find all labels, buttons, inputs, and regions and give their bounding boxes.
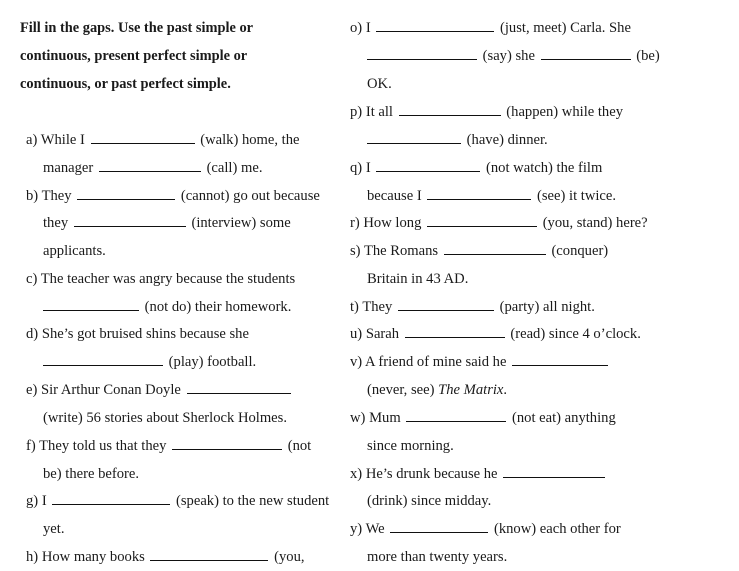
instructions-line-3: continuous, or past perfect simple.: [20, 76, 231, 92]
item-u-line-1: u) Sarah (read) since 4 o’clock.: [350, 326, 641, 342]
item-x-line-2: (drink) since midday.: [367, 493, 492, 509]
gap-input[interactable]: [172, 437, 282, 450]
item-y-line-2: more than twenty years.: [367, 549, 508, 565]
item-s-line-2: Britain in 43 AD.: [367, 271, 469, 287]
instructions-line-1: Fill in the gaps. Use the past simple or: [20, 20, 254, 36]
gap-input[interactable]: [503, 465, 605, 478]
item-letter: o): [350, 20, 363, 36]
gap-input[interactable]: [390, 520, 488, 533]
gap-input[interactable]: [367, 131, 461, 144]
item-letter: f): [26, 438, 36, 454]
gap-input[interactable]: [187, 381, 291, 394]
item-s-line-1: s) The Romans (conquer): [350, 243, 609, 259]
item-o-line-1: o) I (just, meet) Carla. She: [350, 20, 631, 36]
item-letter: r): [350, 215, 360, 231]
item-letter: s): [350, 243, 361, 259]
item-v-line-2: (never, see) The Matrix.: [367, 382, 508, 398]
gap-input[interactable]: [74, 214, 186, 227]
gap-input[interactable]: [376, 159, 480, 172]
item-w-line-2: since morning.: [367, 438, 454, 454]
item-letter: t): [350, 299, 359, 315]
item-letter: b): [26, 188, 39, 204]
instructions-line-2: continuous, present perfect simple or: [20, 48, 248, 64]
item-b-line-1: b) They (cannot) go out because: [26, 188, 320, 204]
item-letter: q): [350, 160, 363, 176]
item-r-line-1: r) How long (you, stand) here?: [350, 215, 648, 231]
gap-input[interactable]: [512, 353, 608, 366]
item-b-line-2: they (interview) some: [43, 215, 291, 231]
item-a-line-2: manager (call) me.: [43, 160, 263, 176]
gap-input[interactable]: [541, 47, 631, 60]
item-letter: y): [350, 521, 363, 537]
item-letter: u): [350, 326, 363, 342]
item-letter: p): [350, 104, 363, 120]
item-d-line-1: d) She’s got bruised shins because she: [26, 326, 249, 342]
gap-input[interactable]: [99, 159, 201, 172]
item-p-line-2: (have) dinner.: [367, 131, 548, 149]
gap-input[interactable]: [52, 492, 170, 505]
item-o-line-2: (say) she (be): [367, 47, 660, 65]
item-g-line-1: g) I (speak) to the new student: [26, 493, 330, 509]
item-c-line-1: c) The teacher was angry because the students: [26, 271, 296, 287]
gap-input[interactable]: [376, 19, 494, 32]
gap-input[interactable]: [398, 298, 494, 311]
gap-input[interactable]: [91, 131, 195, 144]
item-v-line-1: v) A friend of mine said he: [350, 353, 610, 371]
item-letter: w): [350, 410, 366, 426]
gap-input[interactable]: [43, 298, 139, 311]
item-letter: h): [26, 549, 39, 565]
item-q-line-2: because I (see) it twice.: [367, 188, 617, 204]
item-q-line-1: q) I (not watch) the film: [350, 160, 603, 176]
item-h-line-1: h) How many books (you,: [26, 549, 305, 565]
item-letter: v): [350, 354, 363, 370]
item-f-line-2: be) there before.: [43, 466, 140, 482]
item-letter: d): [26, 326, 39, 342]
item-x-line-1: x) He’s drunk because he: [350, 465, 607, 483]
item-letter: c): [26, 271, 38, 287]
item-letter: e): [26, 382, 38, 398]
item-e-line-2: (write) 56 stories about Sherlock Holmes.: [43, 410, 287, 426]
item-g-line-2: yet.: [43, 521, 65, 537]
item-letter: a): [26, 132, 38, 148]
item-y-line-1: y) We (know) each other for: [350, 521, 621, 537]
gap-input[interactable]: [427, 214, 537, 227]
item-b-line-3: applicants.: [43, 243, 106, 259]
item-a-line-1: a) While I (walk) home, the: [26, 132, 300, 148]
item-f-line-1: f) They told us that they (not: [26, 438, 312, 454]
item-e-line-1: e) Sir Arthur Conan Doyle: [26, 381, 293, 399]
item-p-line-1: p) It all (happen) while they: [350, 104, 624, 120]
gap-input[interactable]: [399, 103, 501, 116]
item-t-line-1: t) They (party) all night.: [350, 299, 595, 315]
gap-input[interactable]: [77, 187, 175, 200]
gap-input[interactable]: [405, 325, 505, 338]
item-letter: x): [350, 466, 363, 482]
gap-input[interactable]: [406, 409, 506, 422]
film-title: The Matrix: [438, 382, 504, 398]
item-letter: g): [26, 493, 39, 509]
item-d-line-2: (play) football.: [43, 353, 256, 371]
item-w-line-1: w) Mum (not eat) anything: [350, 410, 616, 426]
gap-input[interactable]: [444, 242, 546, 255]
gap-input[interactable]: [367, 47, 477, 60]
gap-input[interactable]: [43, 353, 163, 366]
gap-input[interactable]: [150, 548, 268, 561]
item-c-line-2: (not do) their homework.: [43, 298, 291, 316]
gap-input[interactable]: [427, 187, 531, 200]
item-o-line-3: OK.: [367, 76, 392, 92]
